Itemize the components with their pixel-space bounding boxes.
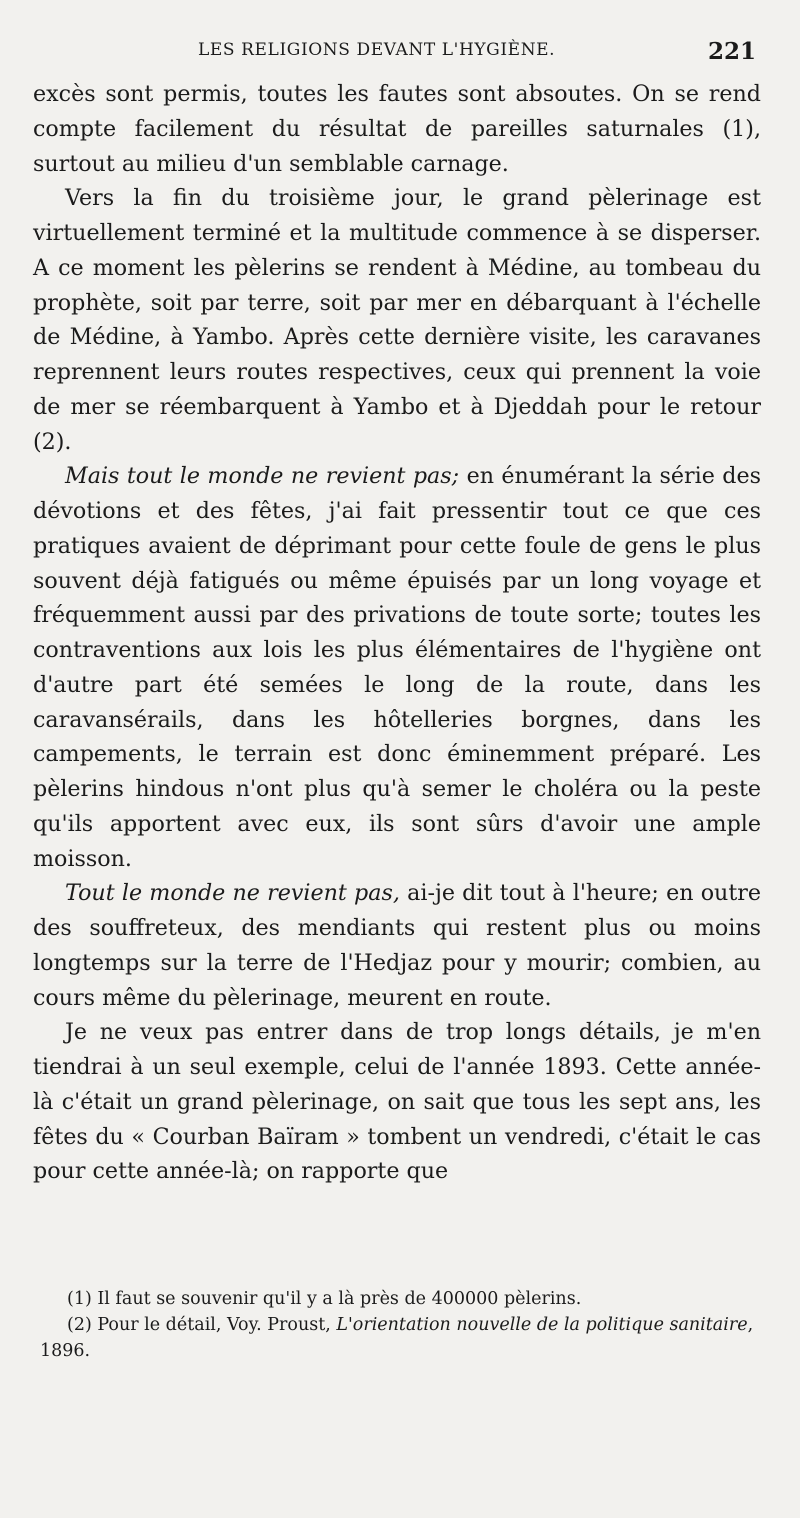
- paragraph-3: [33, 459, 761, 876]
- running-title: LES RELIGIONS DEVANT L'HYGIÈNE.: [198, 40, 556, 60]
- page-header: [0, 38, 800, 72]
- footnote-2-year: , 1896.: [40, 1315, 754, 1361]
- paragraph-3-text: en énumérant la série des dévotions et des fêtes, j'ai fait pressentir tout ce que ces pratiques avaient de déprimant pour cette foule de gens le plus souvent déjà fatigués ou même épuisés par un long voyage et fréquemment aussi par des privations de toute sorte; toutes les contraventions aux lois les plus élémentaires de l'hygiène ont d'autre part été semées le long de la route, dans les caravansérails, dans les hôtelleries borgnes, dans les campements, le terrain est donc éminemment préparé. Les pèlerins hindous n'ont plus qu'à semer le choléra ou la peste qu'ils apportent avec eux, ils sont sûrs d'avoir une ample moisson.: [33, 463, 762, 872]
- paragraph-2: Vers la fin du troisième jour, le grand pèlerinage est virtuellement terminé et la multitude commence à se disperser. A ce moment les pèlerins se rendent à Médine, au tombeau du prophète, soit par terre, soit par mer en débarquant à l'échelle de Médine, à Yambo. Après cette dernière visite, les caravanes reprennent leurs routes respectives, ceux qui prennent la voie de mer se réembarquent à Yambo et à Djeddah pour le retour (2).: [33, 185, 761, 455]
- paragraph-4-text: ai-je dit tout à l'heure; en outre des souffreteux, des mendiants qui restent plus ou moins longtemps sur la terre de l'Hedjaz pour y mourir; combien, au cours même du pèlerinage, meurent en route.: [33, 880, 761, 1011]
- body-text: [33, 77, 761, 1189]
- paragraph-5: Je ne veux pas entrer dans de trop longs détails, je m'en tiendrai à un seul exemple, celui de l'année 1893. Cette année-là c'était un grand pèlerinage, on sait que tous les sept ans, les fêtes du « Courban Baïram » tombent un vendredi, c'était le cas pour cette année-là; on rapporte que: [33, 1019, 761, 1185]
- footnote-2-title: L'orientation nouvelle de la politique sanitaire: [336, 1315, 748, 1335]
- footnote-1: (1) Il faut se souvenir qu'il y a là près de 400000 pèlerins.: [67, 1289, 582, 1309]
- paragraph-4: [33, 876, 761, 1015]
- paragraph-4-italic-lead: Tout le monde ne revient pas,: [65, 880, 400, 907]
- footnote-2: [40, 1312, 764, 1364]
- footnotes: [40, 1286, 764, 1364]
- page-number: 221: [707, 38, 756, 65]
- paragraph-1: excès sont permis, toutes les fautes sont absoutes. On se rend compte facilement du résultat de pareilles saturnales (1), surtout au milieu d'un semblable carnage.: [33, 81, 761, 177]
- paragraph-3-italic-lead: Mais tout le monde ne revient pas;: [65, 463, 460, 490]
- footnote-2-lead: (2) Pour le détail, Voy. Proust,: [67, 1315, 337, 1335]
